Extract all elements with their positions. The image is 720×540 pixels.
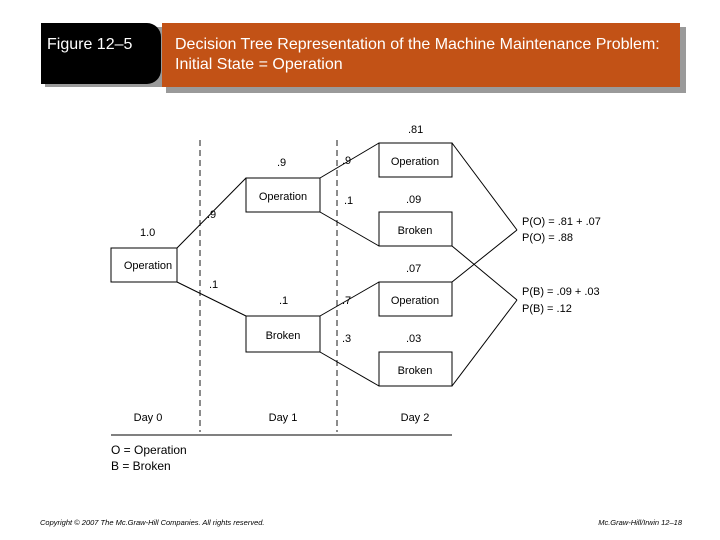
convergence-line xyxy=(452,300,517,386)
day-label: Day 1 xyxy=(268,412,298,424)
probability-label: .03 xyxy=(406,333,422,345)
convergence-line xyxy=(452,143,517,230)
legend-item: B = Broken xyxy=(111,459,171,473)
probability-label: .9 xyxy=(342,155,352,167)
node-label: Broken xyxy=(265,330,301,342)
node-label: Operation xyxy=(390,156,440,168)
day-label: Day 0 xyxy=(133,412,163,424)
result-formula: P(B) = .09 + .03 xyxy=(522,286,600,298)
node-label: Operation xyxy=(123,260,173,272)
probability-label: .9 xyxy=(207,209,217,221)
node-label: Broken xyxy=(397,365,433,377)
result-value: P(O) = .88 xyxy=(522,232,574,244)
legend-item: O = Operation xyxy=(111,443,187,457)
probability-label: .07 xyxy=(406,263,422,275)
branch-line xyxy=(320,212,379,246)
page-title: Decision Tree Representation of the Machine Maintenance Problem: Initial State = Operation xyxy=(175,36,660,73)
probability-label: .1 xyxy=(209,279,219,291)
copyright-text: Copyright © 2007 The Mc.Graw-Hill Companies. All rights reserved. xyxy=(40,518,265,527)
probability-label: .81 xyxy=(408,124,424,136)
convergence-line xyxy=(452,246,517,300)
node-label: Broken xyxy=(397,225,433,237)
probability-label: .09 xyxy=(406,194,422,206)
page-number: Mc.Graw-Hill/Irwin 12–18 xyxy=(598,518,682,527)
figure-label: Figure 12–5 xyxy=(47,36,133,53)
result-formula: P(O) = .81 + .07 xyxy=(522,216,601,228)
probability-label: .1 xyxy=(279,295,289,307)
branch-line xyxy=(320,352,379,386)
node-label: Operation xyxy=(390,295,440,307)
probability-label: .7 xyxy=(342,295,352,307)
convergence-line xyxy=(452,230,517,282)
probability-label: .9 xyxy=(277,157,287,169)
node-label: Operation xyxy=(258,191,308,203)
probability-label: .3 xyxy=(342,333,352,345)
probability-label: 1.0 xyxy=(140,227,156,239)
day-label: Day 2 xyxy=(400,412,430,424)
result-value: P(B) = .12 xyxy=(522,303,572,315)
probability-label: .1 xyxy=(344,195,354,207)
